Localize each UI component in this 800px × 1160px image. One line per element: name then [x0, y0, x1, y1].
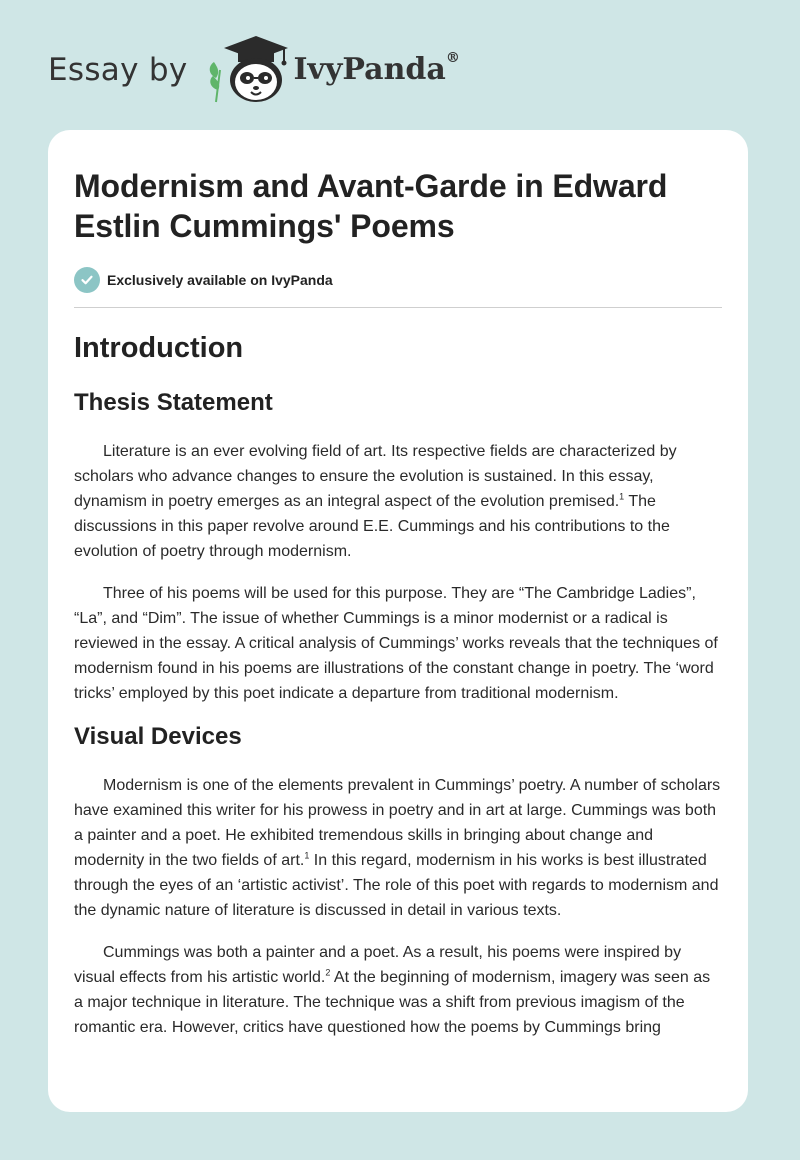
paragraph-3 [74, 773, 722, 923]
paragraph-3-text-b: In this regard, modernism in his works is best illustrated through the eyes of an ‘artistic activist’. The role of this poet with regards to modernism and the dynamic nature of literature is discussed in detail in various texts. [74, 852, 719, 919]
article-content [48, 130, 748, 1040]
section-heading-introduction: Introduction [74, 332, 244, 364]
paragraph-3-text-a: Modernism is one of the elements prevalent in Cummings’ poetry. A number of scholars have examined this writer for his prowess in poetry and in art at large. Cummings was both a painter and a poet. He exhibited tremendous skills in bringing about change and modernity in the two fields of art. [74, 777, 721, 869]
paragraph-1 [74, 439, 722, 564]
site-header [0, 0, 800, 130]
title-divider [74, 307, 722, 308]
article-card [48, 130, 748, 1112]
brand-name-text: IvyPanda [293, 52, 446, 87]
paragraph-4 [74, 940, 722, 1040]
brand-name [293, 50, 460, 87]
footnote-ref[interactable]: 1 [304, 850, 310, 861]
footnote-ref[interactable]: 2 [325, 967, 331, 978]
paragraph-1-text-b: The discussions in this paper revolve around E.E. Cummings and his contributions to the evolution of poetry through modernism. [74, 493, 670, 560]
subheading-thesis-statement: Thesis Statement [74, 389, 273, 416]
check-circle-icon [74, 267, 100, 293]
exclusive-badge [74, 266, 722, 294]
registered-mark: ® [445, 50, 460, 66]
paragraph-4-text-b: At the beginning of modernism, imagery was seen as a major technique in literature. The technique was a shift from previous imagism of the romantic era. However, critics have questioned how the poems by Cummings bring [74, 969, 711, 1036]
paragraph-4-text-a: Cummings was both a painter and a poet. As a result, his poems were inspired by visual effects from his artistic world. [74, 944, 682, 986]
subheading-visual-devices: Visual Devices [74, 723, 242, 750]
brand-logo[interactable] [48, 34, 460, 106]
panda-graduate-icon [204, 30, 290, 106]
leaf-icon [209, 62, 219, 102]
exclusive-label: Exclusively available on IvyPanda [107, 272, 333, 288]
paragraph-1-text-a: Literature is an ever evolving field of art. Its respective fields are characterized by scholars who advance changes to ensure the evolution is sustained. In this essay, dynamism in poetry emerges as an integral aspect of the evolution premised. [74, 443, 677, 510]
footnote-ref[interactable]: 1 [619, 491, 625, 502]
paragraph-2: Three of his poems will be used for this purpose. They are “The Cambridge Ladies”, “La”, and “Dim”. The issue of whether Cummings is a minor modernist or a radical is reviewed in the essay. A critical analysis of Cummings’ works reveals that the techniques of modernism found in his poems are illustrations of the constant change in poetry. The ‘word tricks’ employed by this poet indicate a departure from traditional modernism. [74, 585, 718, 702]
article-title: Modernism and Avant-Garde in Edward Estlin Cummings' Poems [74, 168, 668, 244]
essay-by-label: Essay by [48, 51, 188, 88]
